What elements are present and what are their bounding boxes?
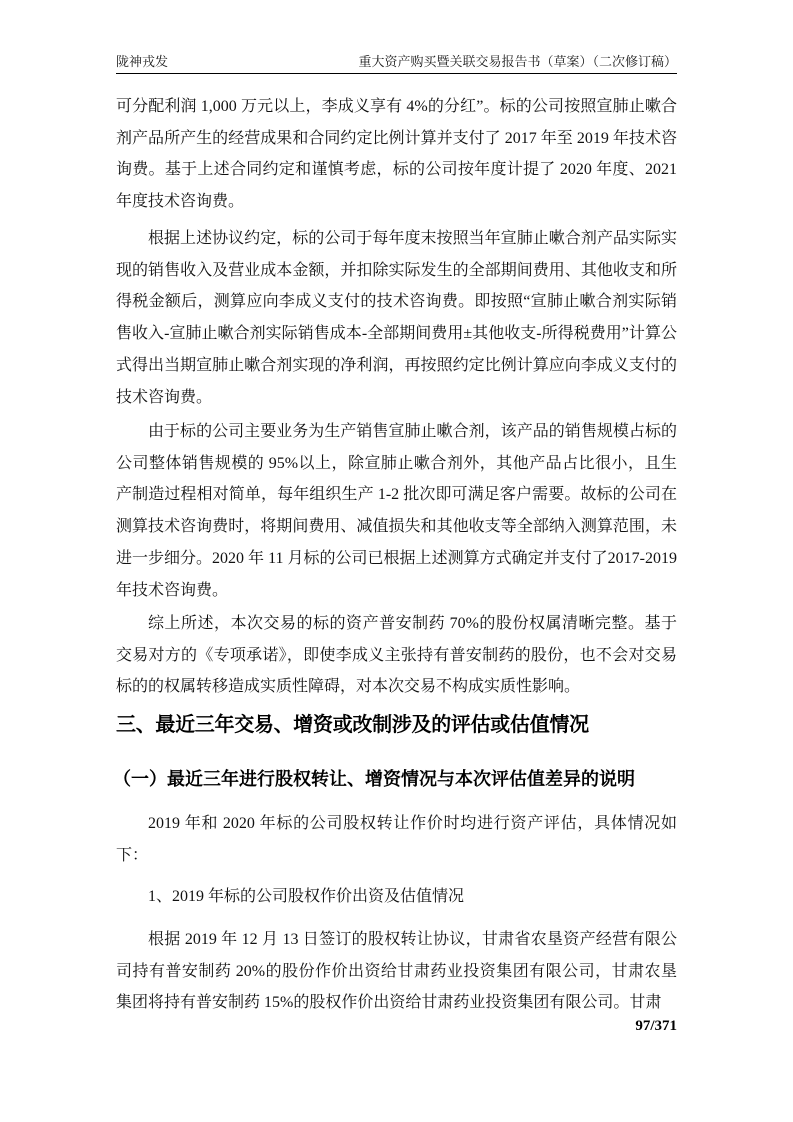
list-item-2019-valuation: 1、2019 年标的公司股权作价出资及估值情况 — [148, 888, 465, 905]
page-number: 97/371 — [635, 1018, 677, 1034]
page-header — [116, 54, 677, 74]
paragraph-equity-transfer-2019: 根据 2019 年 12 月 13 日签订的股权转让协议，甘肃省农垦资产经营有限公司持有普安制药 20%的股份作价出资给甘肃药业投资集团有限公司，甘肃农垦集团将持有普安制药 15%的股权作价出资给甘肃药业投资集团有限公司。甘肃 — [116, 931, 677, 1012]
paragraph-agreement-calculation: 根据上述协议约定，标的公司于每年度末按照当年宣肺止嗽合剂产品实际实现的销售收入及营业成本金额，并扣除实际发生的全部期间费用、其他收支和所得税金额后，测算应向李成义支付的技术咨询费。即按照“宣肺止嗽合剂实际销售收入-宣肺止嗽合剂实际销售成本-全部期间费用±其他收支-所得税费用”计算公式得出当期宣肺止嗽合剂实现的净利润，再按照约定比例计算应向李成义支付的技术咨询费。 — [116, 230, 677, 406]
header-report-title: 重大资产购买暨关联交易报告书（草案）（二次修订稿） — [358, 54, 677, 69]
section-heading: 三、最近三年交易、增资或改制涉及的评估或估值情况 — [116, 714, 589, 736]
paragraph-main-business: 由于标的公司主要业务为生产销售宣肺止嗽合剂，该产品的销售规模占标的公司整体销售规模的 95%以上，除宣肺止嗽合剂外，其他产品占比很小，且生产制造过程相对简单，每年组织生产 1-2 批次即可满足客户需要。故标的公司在测算技术咨询费时，将期间费用、减值损失和其他收支等全部纳入测算范围，未进一步细分。2020 年 11 月标的公司已根据上述测算方式确定并支付了2017-2019 年技术咨询费。 — [116, 423, 677, 599]
paragraph-valuation-intro: 2019 年和 2020 年标的公司股权转让作价时均进行资产评估，具体情况如下： — [116, 815, 677, 864]
paragraph-conclusion: 综上所述，本次交易的标的资产普安制药 70%的股份权属清晰完整。基于交易对方的《专项承诺》，即使李成义主张持有普安制药的股份，也不会对交易标的的权属转移造成实质性障碍，对本次交易不构成实质性影响。 — [116, 615, 677, 696]
paragraph-dividend-provision: 可分配利润 1,000 万元以上，李成义享有 4%的分红”。标的公司按照宣肺止嗽合剂产品所产生的经营成果和合同约定比例计算并支付了 2017 年至 2019 年技术咨询费。基于上述合同约定和谨慎考虑，标的公司按年度计提了 2020 年度、2021 年度技术咨询费。 — [116, 98, 677, 211]
subsection-heading: （一）最近三年进行股权转让、增资情况与本次评估值差异的说明 — [113, 769, 635, 789]
header-company-name: 陇神戎发 — [116, 54, 169, 69]
